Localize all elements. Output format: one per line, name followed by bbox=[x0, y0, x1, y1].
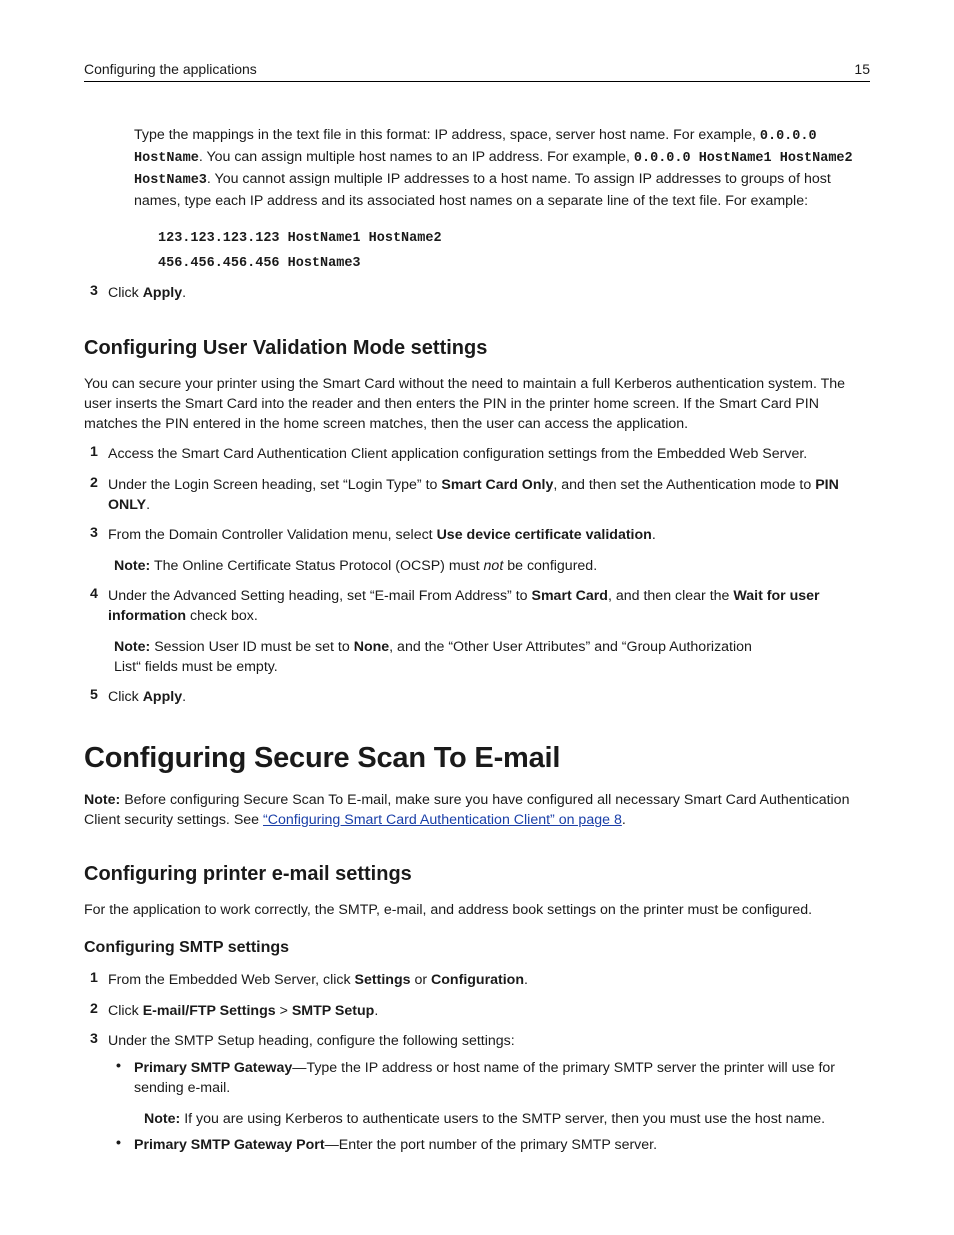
uvm-step-3: 3 From the Domain Controller Validation menu, select Use device certificate validation. bbox=[90, 525, 656, 543]
email-settings-paragraph: For the application to work correctly, the SMTP, e-mail, and address book settings on the printer must be configured. bbox=[84, 902, 813, 918]
code-line-2: 456.456.456.456 HostName3 bbox=[158, 256, 361, 271]
step-3-apply: 3 Click Apply. bbox=[90, 283, 187, 301]
code-line-1: 123.123.123.123 HostName1 HostName2 bbox=[158, 231, 442, 246]
uvm-note-2: Note: Session User ID must be set to None, and the “Other User Attributes” and “Group Authorization List“ fields must be empty. bbox=[114, 639, 752, 675]
smtp-step-3: 3 Under the SMTP Setup heading, configure the following settings: bbox=[90, 1031, 515, 1049]
secure-scan-note: Note: Before configuring Secure Scan To E-mail, make sure you have configured all necessary Smart Card Authentication Client security settings. See “Configuring Smart Card Authentication Client” on page 8. bbox=[84, 792, 850, 828]
uvm-note-1: Note: The Online Certificate Status Protocol (OCSP) must not be configured. bbox=[114, 558, 598, 574]
smart-card-auth-link[interactable]: “Configuring Smart Card Authentication Client” on page 8 bbox=[263, 812, 622, 828]
page-number: 15 bbox=[854, 61, 870, 77]
secure-scan-heading: Configuring Secure Scan To E-mail bbox=[84, 742, 561, 774]
bullet-primary-smtp-gateway-port: • Primary SMTP Gateway Port—Enter the port number of the primary SMTP server. bbox=[116, 1135, 658, 1153]
smtp-step-1: 1 From the Embedded Web Server, click Settings or Configuration. bbox=[90, 970, 528, 988]
smtp-step-2: 2 Click E-mail/FTP Settings > SMTP Setup. bbox=[90, 1001, 379, 1019]
apply-label: Apply bbox=[142, 285, 183, 301]
uvm-paragraph: You can secure your printer using the Smart Card without the need to maintain a full Kerberos authentication system. The user inserts the Smart Card into the reader and then enters the PIN in the printer home screen. If the Smart Card PIN matches the PIN entered in the home screen matches, then the user can access the application. bbox=[84, 376, 846, 432]
uvm-step-1: 1 Access the Smart Card Authentication Client application configuration settings from the Embedded Web Server. bbox=[90, 444, 808, 462]
bullet-dot: • bbox=[116, 1135, 121, 1151]
running-title: Configuring the applications bbox=[84, 61, 257, 77]
code-example-2: 0.0.0.0 HostName1 HostName2 HostName3 bbox=[134, 151, 853, 188]
uvm-heading: Configuring User Validation Mode settings bbox=[84, 337, 488, 359]
bullet-primary-smtp-gateway: • Primary SMTP Gateway—Type the IP address or host name of the primary SMTP server the printer will use for sending e-mail. bbox=[116, 1058, 836, 1096]
page-header bbox=[84, 61, 870, 82]
smtp-heading: Configuring SMTP settings bbox=[84, 939, 290, 956]
smtp-hostname-note: Note: If you are using Kerberos to authenticate users to the SMTP server, then you must use the host name. bbox=[144, 1111, 826, 1127]
bullet-dot: • bbox=[116, 1058, 121, 1074]
mapping-format-paragraph: Type the mappings in the text file in this format: IP address, space, server host name. For example, 0.0.0.0 HostName. You can assign multiple host names to an IP address. For example, 0.0.0.0 HostName1 HostName2 HostName3. You cannot assign multiple IP addresses to a host name. To assign IP addresses to groups of host names, type each IP address and its associated host names on a separate line of the text file. For example: bbox=[134, 127, 853, 209]
uvm-step-2: 2 Under the Login Screen heading, set “Login Type” to Smart Card Only, and then set the Authentication mode to PIN ONLY. bbox=[90, 475, 839, 513]
uvm-step-5: 5 Click Apply. bbox=[90, 687, 187, 705]
code-example-1: 0.0.0.0 HostName bbox=[134, 129, 817, 166]
email-settings-heading: Configuring printer e-mail settings bbox=[84, 863, 412, 885]
uvm-step-4: 4 Under the Advanced Setting heading, set “E-mail From Address” to Smart Card, and then clear the Wait for user information check box. bbox=[90, 586, 820, 624]
